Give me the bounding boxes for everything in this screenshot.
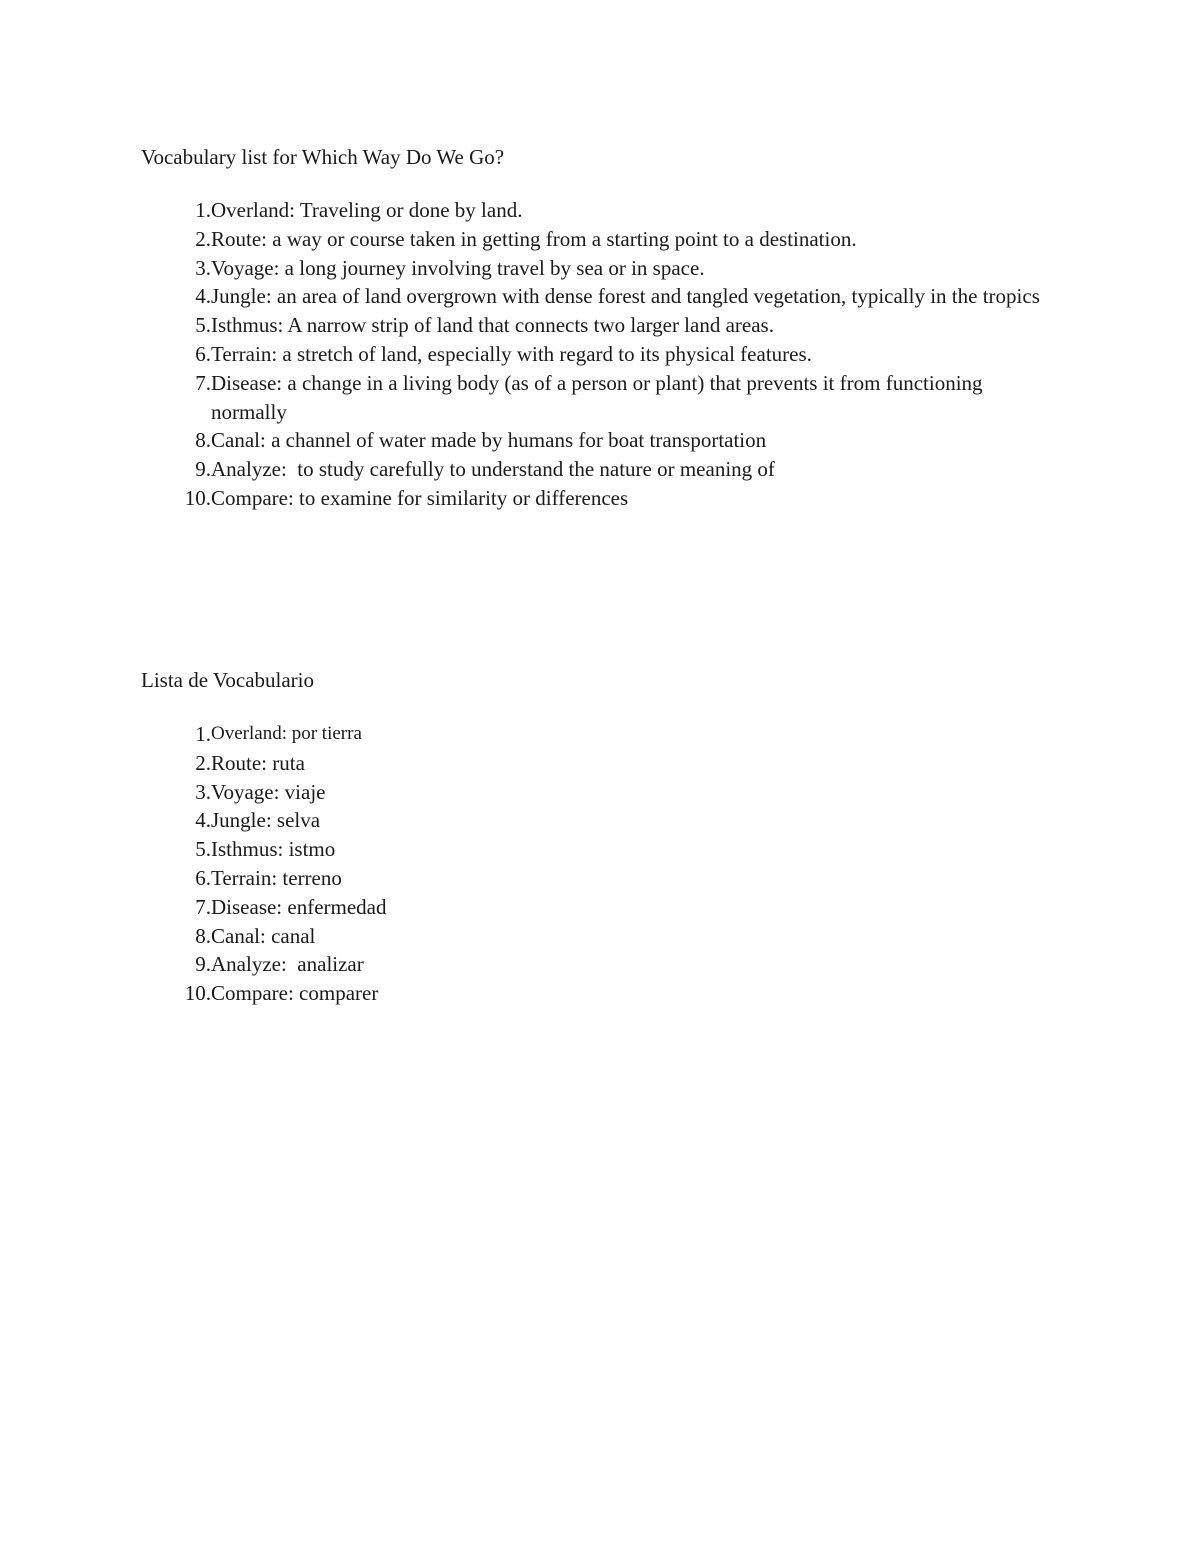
item-text: Jungle: selva	[211, 808, 321, 833]
list-item	[141, 720, 1061, 749]
list-item	[141, 426, 1061, 455]
list-item	[141, 311, 1061, 340]
item-number: 2.	[195, 226, 211, 251]
english-vocabulary-title: Vocabulary list for Which Way Do We Go?	[141, 145, 505, 169]
list-item	[141, 922, 1061, 951]
item-text: Voyage: viaje	[211, 779, 326, 804]
spanish-vocabulary-list	[141, 720, 1061, 1008]
item-number: 3.	[195, 255, 211, 280]
item-number: 6.	[195, 865, 211, 890]
item-number: 7.	[195, 370, 211, 395]
spanish-vocabulary-title: Lista de Vocabulario	[141, 668, 315, 692]
list-item	[141, 893, 1061, 922]
item-number: 8.	[195, 923, 211, 948]
list-item	[141, 340, 1061, 369]
item-text: Analyze: to study carefully to understand the nature or meaning of	[211, 457, 775, 482]
item-number: 5.	[195, 837, 211, 862]
item-text: Jungle: an area of land overgrown with dense forest and tangled vegetation, typically in the tropics	[211, 284, 1040, 309]
english-vocabulary-list	[141, 196, 1061, 513]
list-item	[141, 778, 1061, 807]
item-text: Isthmus: istmo	[211, 837, 336, 862]
item-text: Terrain: a stretch of land, especially with regard to its physical features.	[211, 341, 812, 366]
list-item	[141, 225, 1061, 254]
item-text: Voyage: a long journey involving travel by sea or in space.	[211, 255, 705, 280]
item-number: 4.	[195, 284, 211, 309]
item-text: Route: ruta	[211, 750, 305, 775]
list-item	[141, 864, 1061, 893]
list-item	[141, 950, 1061, 979]
list-item	[141, 254, 1061, 283]
item-text: Canal: a channel of water made by humans for boat transportation	[211, 428, 767, 453]
list-item	[141, 806, 1061, 835]
item-number: 1.	[195, 722, 211, 746]
item-text: Terrain: terreno	[211, 865, 342, 890]
item-text: Overland: por tierra	[211, 723, 362, 744]
item-text: Canal: canal	[211, 923, 316, 948]
item-number: 10.	[184, 485, 211, 510]
list-item	[141, 484, 1061, 513]
item-number: 10.	[184, 981, 211, 1006]
item-number: 5.	[195, 313, 211, 338]
list-item	[141, 455, 1061, 484]
item-number: 2.	[195, 750, 211, 775]
item-number: 9.	[195, 457, 211, 482]
list-item	[141, 282, 1061, 311]
list-item	[141, 196, 1061, 225]
item-text: Disease: a change in a living body (as of a person or plant) that prevents it from functioning normally	[211, 370, 988, 424]
list-item	[141, 369, 1061, 427]
item-number: 3.	[195, 779, 211, 804]
item-text: Disease: enfermedad	[211, 894, 387, 919]
item-text: Overland: Traveling or done by land.	[211, 198, 523, 222]
list-item	[141, 835, 1061, 864]
item-text: Compare: to examine for similarity or differences	[211, 485, 629, 510]
item-text: Isthmus: A narrow strip of land that connects two larger land areas.	[211, 313, 774, 338]
item-text: Compare: comparer	[211, 981, 379, 1006]
list-item	[141, 979, 1061, 1008]
item-number: 8.	[195, 428, 211, 453]
item-number: 6.	[195, 341, 211, 366]
item-text: Analyze: analizar	[211, 952, 364, 977]
item-number: 7.	[195, 894, 211, 919]
item-number: 4.	[195, 808, 211, 833]
item-number: 9.	[195, 952, 211, 977]
item-number: 1.	[195, 198, 211, 222]
list-item	[141, 749, 1061, 778]
item-text: Route: a way or course taken in getting from a starting point to a destination.	[211, 226, 857, 251]
